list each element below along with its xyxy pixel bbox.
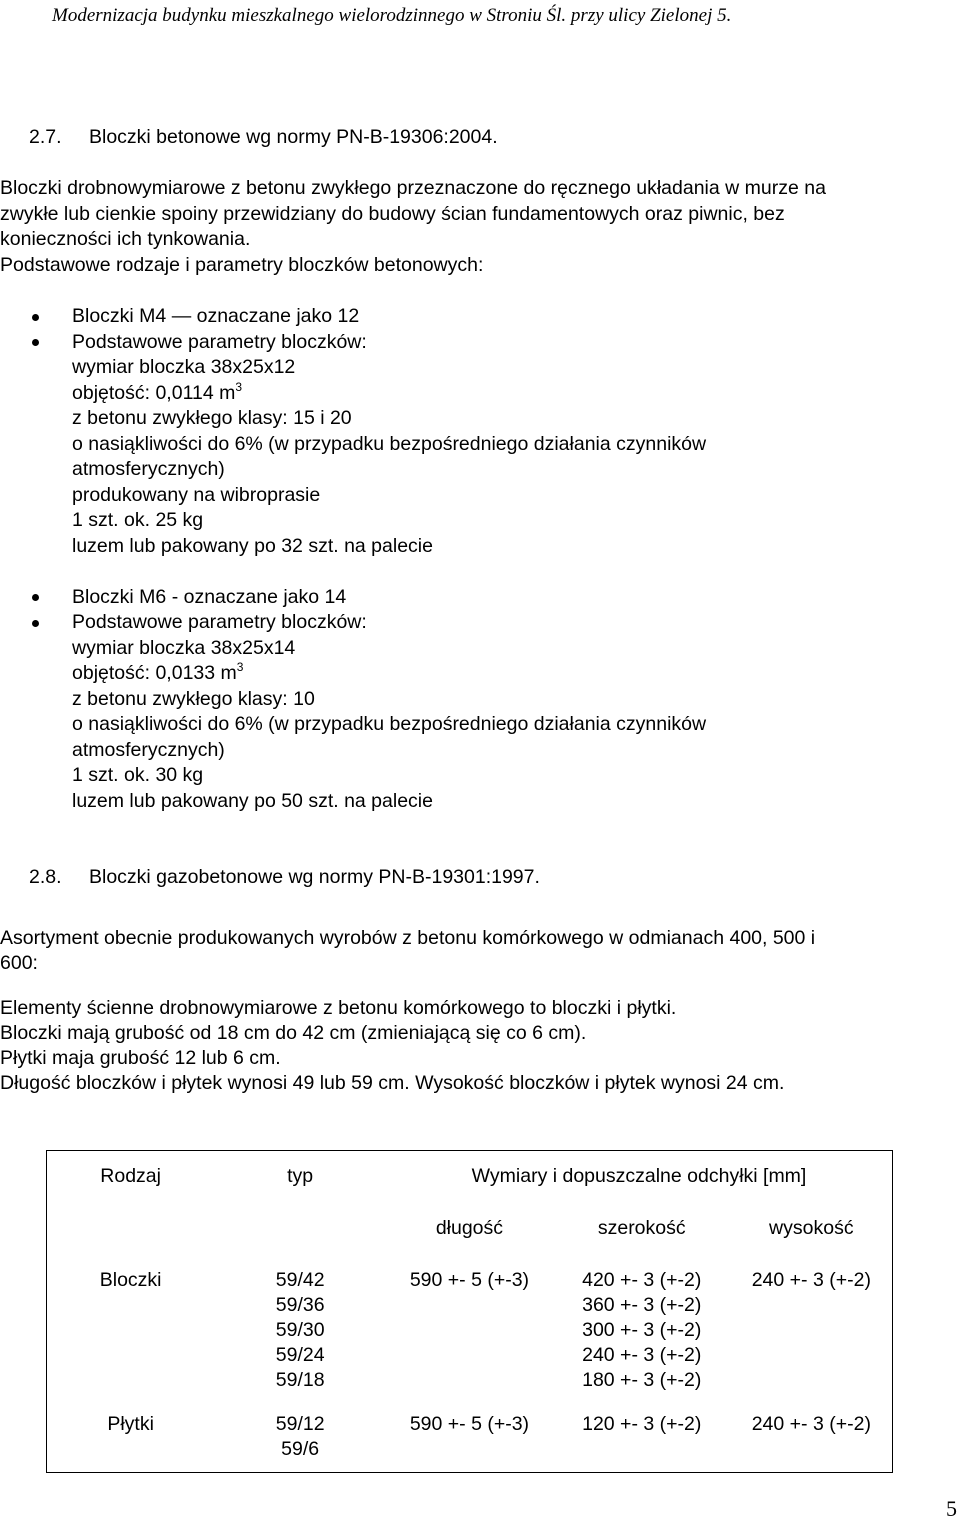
- m6-volume: objętość: 0,0133 $m^3$: [72, 660, 244, 684]
- section-heading-2-7: [29, 128, 498, 148]
- m4-absorb: o nasiąkliwości do 6% (w przypadku bezpośredniego działania czynników: [72, 433, 707, 455]
- header-wymiary: Wymiary i dopuszczalne odchyłki [mm]: [471, 1165, 807, 1187]
- m4-made: produkowany na wibroprasie: [72, 484, 321, 506]
- section-number: 2.8.: [29, 866, 62, 888]
- m4-title: Bloczki M4 — oznaczane jako 12: [72, 305, 360, 327]
- intro-line: Bloczki drobnowymiarowe z betonu zwykłego przeznaczone do ręcznego układania w murze na: [0, 177, 826, 199]
- bullet-icon: [32, 594, 39, 601]
- m6-title: Bloczki M6 - oznaczane jako 14: [72, 586, 347, 608]
- elements-line: Elementy ścienne drobnowymiarowe z betonu komórkowego to bloczki i płytki.: [0, 997, 677, 1019]
- m4-size: wymiar bloczka 38x25x12: [72, 356, 296, 378]
- cell-rodzaj: Bloczki: [99, 1268, 162, 1291]
- cell-szerokosc: 420 +- 3 (+-2) 360 +- 3 (+-2) 300 +- 3 (+-2) 240 +- 3 (+-2) 180 +- 3 (+-2): [582, 1268, 702, 1391]
- cell-typ: 59/42 59/36 59/30 59/24 59/18: [275, 1268, 325, 1391]
- intro-line: zwykłe lub cienkie spoiny przewidziany do budowy ścian fundamentowych oraz piwnic, bez: [0, 203, 785, 225]
- table-row: [47, 1405, 893, 1473]
- cell-dlugosc: 590 +- 5 (+-3): [409, 1412, 530, 1435]
- cell-szerokosc: 120 +- 3 (+-2): [582, 1412, 702, 1435]
- section-number: 2.7.: [29, 126, 62, 148]
- cell-rodzaj: Płytki: [107, 1412, 154, 1435]
- m6-params-label: Podstawowe parametry bloczków:: [72, 611, 367, 633]
- bullet-icon: [32, 620, 39, 627]
- header-wysokosc: wysokość: [769, 1216, 854, 1239]
- assortment-line: 600:: [0, 952, 38, 974]
- m6-size: wymiar bloczka 38x25x14: [72, 637, 296, 659]
- elements-line: Bloczki mają grubość od 18 cm do 42 cm (zmieniającą się co 6 cm).: [0, 1022, 587, 1044]
- m6-pallet: luzem lub pakowany po 50 szt. na palecie: [72, 790, 433, 812]
- elements-line: Długość bloczków i płytek wynosi 49 lub 59 cm. Wysokość bloczków i płytek wynosi 24 cm.: [0, 1072, 785, 1094]
- m6-weight: 1 szt. ok. 30 kg: [72, 764, 204, 786]
- m4-pallet: luzem lub pakowany po 32 szt. na palecie: [72, 535, 433, 557]
- bullet-icon: [32, 314, 39, 321]
- m4-weight: 1 szt. ok. 25 kg: [72, 509, 204, 531]
- header-dlugosc: długość: [435, 1216, 504, 1239]
- elements-line: Płytki maja grubość 12 lub 6 cm.: [0, 1047, 281, 1069]
- m6-class: z betonu zwykłego klasy: 10: [72, 688, 315, 710]
- m6-absorb-cont: atmosferycznych): [72, 739, 225, 761]
- header-typ: typ: [287, 1165, 314, 1187]
- intro-line: Podstawowe rodzaje i parametry bloczków betonowych:: [0, 254, 484, 276]
- m4-params-label: Podstawowe parametry bloczków:: [72, 331, 367, 353]
- header-rodzaj: Rodzaj: [100, 1165, 161, 1187]
- page-number: 5: [946, 1496, 957, 1521]
- table-row: [47, 1257, 893, 1405]
- m4-volume: objętość: 0,0114 $m^3$: [72, 380, 243, 404]
- intro-line: konieczności ich tynkowania.: [0, 228, 251, 250]
- header-szerokosc: szerokość: [597, 1216, 686, 1239]
- cell-wysokosc: 240 +- 3 (+-2): [751, 1412, 871, 1435]
- page-header: Modernizacja budynku mieszkalnego wielorodzinnego w Stroniu Śl. przy ulicy Zielonej 5.: [52, 5, 732, 26]
- section-heading-2-8: [29, 868, 540, 888]
- dimensions-table: [46, 1150, 893, 1473]
- m4-class: z betonu zwykłego klasy: 15 i 20: [72, 407, 352, 429]
- section-title: Bloczki gazobetonowe wg normy PN-B-19301:1997.: [89, 866, 540, 888]
- section-title: Bloczki betonowe wg normy PN-B-19306:2004.: [89, 126, 498, 148]
- cell-wysokosc: 240 +- 3 (+-2): [751, 1268, 871, 1291]
- m4-absorb-cont: atmosferycznych): [72, 458, 225, 480]
- cell-typ: 59/12 59/6: [275, 1412, 325, 1460]
- assortment-line: Asortyment obecnie produkowanych wyrobów z betonu komórkowego w odmianach 400, 500 i: [0, 927, 816, 949]
- bullet-icon: [32, 339, 39, 346]
- cell-dlugosc: 590 +- 5 (+-3): [409, 1268, 530, 1291]
- m6-absorb: o nasiąkliwości do 6% (w przypadku bezpośredniego działania czynników: [72, 713, 707, 735]
